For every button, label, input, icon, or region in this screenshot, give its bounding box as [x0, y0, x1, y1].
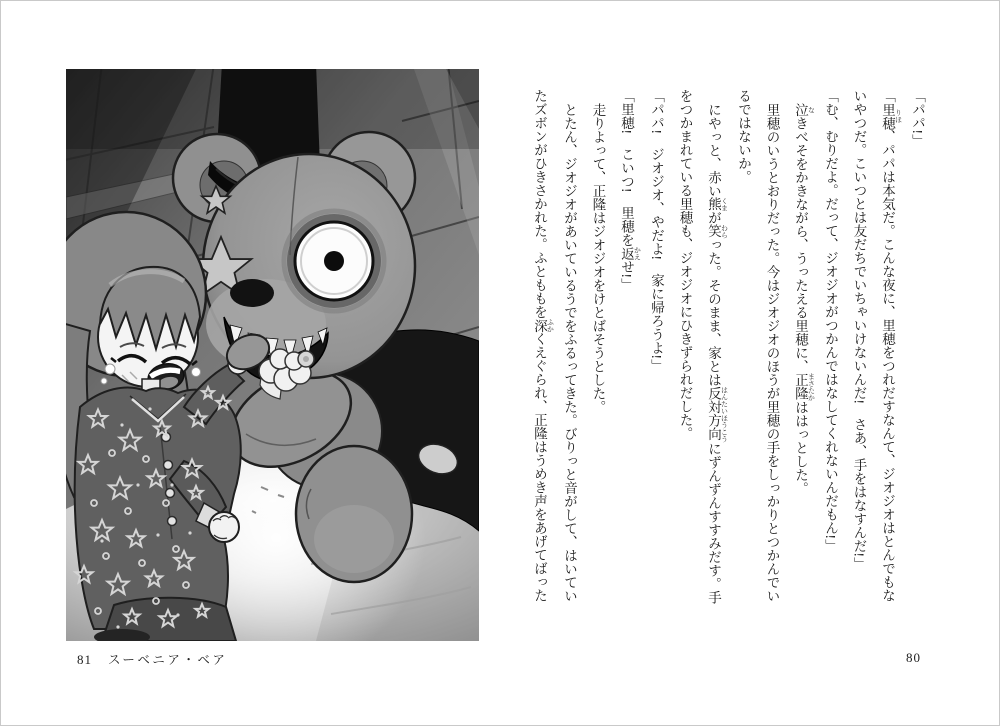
text-line: 「パパ! ジオジオ、やだよ! 家に帰ろうよ!」 — [649, 89, 664, 373]
text-line: をつかまれている里穂も、ジオジオにひきずられだした。 — [677, 89, 693, 440]
chapter-title: スーベニア・ベア — [108, 653, 228, 667]
text-line: 「パパ!」 — [910, 89, 925, 148]
bear-foot — [296, 446, 412, 582]
text-line: 走りよって、正隆はジオジオをけとばそうとした。 — [590, 102, 606, 413]
story-text — [525, 89, 932, 649]
text-line: とたん、ジオジオがあいているうでをふるってきた。びりっと音がして、はいてい — [562, 102, 577, 602]
bear-pupil — [324, 251, 344, 271]
illustration-svg — [66, 69, 479, 641]
text-line: 里穂のいうとおりだった。今はジオジオのほうが里穂の手をしっかりとつかんでい — [764, 102, 780, 602]
text-line: 泣 なきべそをかきながら、うったえる里穂に、正隆 まさたかははっとした。 — [793, 102, 816, 495]
right-page-number: 80 — [906, 650, 921, 665]
left-page — [1, 1, 501, 726]
girl-fist — [209, 512, 239, 542]
text-line: いやつだ。こいつとは友だちでいちゃいけないんだ! さあ、手をはなすんだ!」 — [851, 89, 867, 571]
text-line: 「里穂 りほ、パパは本気だ。こんな夜に、里穂をつれだすなんて、ジオジオはとんでもな — [880, 89, 903, 602]
bear-nose — [230, 279, 274, 307]
left-page-footer — [77, 650, 227, 668]
text-line: 「里穂! こいつ! 里穂を返 かえせ!」 — [619, 89, 642, 292]
bear-eye — [284, 211, 384, 311]
right-page — [501, 1, 1000, 726]
left-page-number: 81 — [77, 652, 92, 667]
text-line: るではないか。 — [736, 89, 751, 184]
illustration — [66, 69, 479, 641]
text-line: にやっと、赤い熊 くまが笑 わらった。そのまま、家とは反対方向 はんたいほうこうにずんずんすすみだす。手 — [706, 102, 729, 604]
text-line: 「む、むりだよ。だって、ジオジオがつかんではなしてくれないんだもん!」 — [823, 89, 838, 553]
text-line: たズボンがひきさかれた。ふとももを深 ふかくえぐられ、正隆はうめき声をあげてばった — [532, 89, 555, 602]
